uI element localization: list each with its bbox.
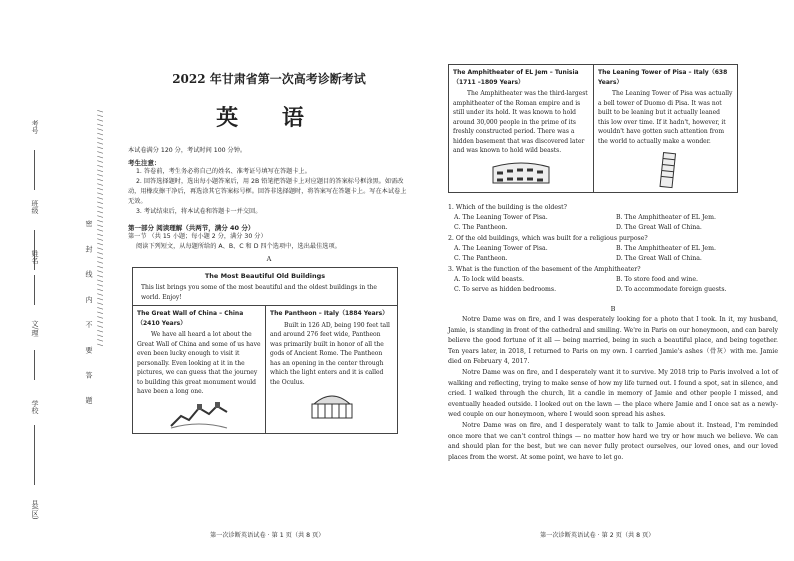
question-stem: 3. What is the function of the basement of the Amphitheater? bbox=[448, 266, 641, 273]
question-stem: 1. Which of the building is the oldest? bbox=[448, 204, 567, 211]
pisa-title: The Leaning Tower of Pisa – Italy（638 Years） bbox=[598, 69, 728, 86]
page-2 bbox=[448, 64, 778, 463]
binding-field-school: 学校 bbox=[31, 400, 39, 414]
pisa-text: The Leaning Tower of Pisa was actually a bell tower of Duomo di Pisa. It was not built to be leaning but it actually leaned this low over time. If it hadn't, however, it wouldn't have gotten such attention from the world to actually make a wonder. bbox=[598, 90, 733, 145]
binding-margin bbox=[0, 0, 120, 561]
part-heading: 第一部分 阅读理解（共两节，满分 40 分） bbox=[128, 224, 255, 232]
pantheon-text: Built in 126 AD, being 190 feet tall and around 276 feet wide, Pantheon was primarily built in honor of all the gods of Ancient Rome. The Pantheon has an opening in the center through which the light enters and it is called the Oculus. bbox=[270, 321, 390, 386]
page-2-footer: 第一次诊断英语试卷 · 第 2 页（共 8 页） bbox=[540, 532, 655, 539]
option-a[interactable]: A. The Leaning Tower of Pisa. bbox=[454, 214, 548, 221]
pantheon-title: The Pantheon – Italy（1884 Years） bbox=[270, 310, 389, 317]
section-label-a: A bbox=[266, 255, 272, 263]
passage-paragraph: Notre Dame was on fire, and I was desperately looking for a photo that I took. In it, my husband, Jamie, is standing in front of the cathedral and smiling. We're in Paris on our honeymoon, and can barely believe the good fortune of it all — being married, being in such a beautiful place, and being together. Ten years later, in 2018, I returned to Paris on my own. I carried Jamie's ashes（骨灰）with me. Jamie died on February 4, 2017. bbox=[448, 316, 778, 366]
notice-heading: 考生注意： bbox=[128, 159, 161, 167]
buildings-box bbox=[132, 267, 398, 434]
binding-field-county: 县(区) bbox=[31, 500, 39, 520]
amphitheater-column bbox=[449, 65, 593, 192]
great-wall-title: The Great Wall of China – China（2410 Years） bbox=[137, 310, 244, 327]
binding-field-exam-number: 考号 bbox=[31, 120, 39, 134]
amphitheater-title: The Amphitheater of EL Jem – Tunisia（1711 –1809 Years） bbox=[453, 69, 579, 86]
option-c[interactable]: C. To serve as hidden bedrooms. bbox=[454, 286, 557, 293]
binding-underline bbox=[34, 275, 35, 305]
binding-underline bbox=[34, 425, 35, 485]
pantheon-column bbox=[265, 306, 397, 433]
option-b[interactable]: B. The Amphitheater of EL Jem. bbox=[616, 245, 716, 252]
option-b[interactable]: B. The Amphitheater of EL Jem. bbox=[616, 214, 716, 221]
page-1 bbox=[128, 70, 410, 434]
box-title: The Most Beautiful Old Buildings bbox=[204, 272, 326, 280]
amphitheater-text: The Amphitheater was the third-largest amphitheater of the Roman empire and is still under its hold. It was known to hold around 30,000 people in the prime of its freshly constructed period. There was a hidden basement that was discovered later and was known to hold wild beasts. bbox=[453, 90, 588, 154]
option-c[interactable]: C. The Pantheon. bbox=[454, 224, 508, 231]
great-wall-sketch-icon bbox=[169, 400, 229, 430]
box-intro: This list brings you some of the most beautiful and the oldest buildings in the world. Enjoy! bbox=[141, 284, 377, 301]
option-b[interactable]: B. To store food and wine. bbox=[616, 276, 698, 283]
question-list bbox=[448, 203, 778, 295]
binding-field-name: 姓名 bbox=[31, 250, 39, 264]
binding-field-arts-science: 文/理 bbox=[31, 320, 39, 337]
option-a[interactable]: A. To lock wild beasts. bbox=[454, 276, 524, 283]
page-1-footer: 第一次诊断英语试卷 · 第 1 页（共 8 页） bbox=[210, 532, 325, 539]
amphitheater-sketch-icon bbox=[489, 159, 553, 185]
notice-item: 1. 答卷前，考生务必将自己的姓名、准考证号填写在答题卡上。 bbox=[136, 168, 311, 175]
exam-title: 2022 年甘肃省第一次高考诊断考试 bbox=[172, 72, 366, 86]
question-options bbox=[448, 213, 778, 233]
section-label-b: B bbox=[610, 305, 616, 313]
pisa-tower-sketch-icon bbox=[646, 149, 686, 189]
binding-underline bbox=[34, 150, 35, 190]
instruction: 阅读下列短文，从每题所给的 A、B、C 和 D 四个选项中，选出最佳选项。 bbox=[136, 243, 341, 250]
binding-underline bbox=[34, 350, 35, 380]
binding-field-class: 班级 bbox=[31, 200, 39, 214]
option-a[interactable]: A. The Leaning Tower of Pisa. bbox=[454, 245, 548, 252]
notice-item: 2. 回答选择题时，选出每小题答案后，用 2B 铅笔把答题卡上对应题目的答案标号框涂黑。如需改动，用橡皮擦干净后，再选涂其它答案标号框。回答非选择题时，将答案写在答题卡上。写在本试卷上无效。 bbox=[128, 178, 407, 205]
passage-paragraph: Notre Dame was on fire, and I desperately want it to survive. My 2018 trip to Paris involved a lot of walking and reflecting, trying to make sense of how my life turned out. I found a spot, sat in silence, and cried. I walked through the church, lit a candle in memory of Jamie and other people I missed, and eventually headed outside. I looked out on the lawn — the place where Jamie and I once sat as a newly-wed couple on our honeymoon, where I would soon spread his ashes. bbox=[448, 368, 778, 419]
passage-paragraph: Notre Dame was on fire, and I desperately want to talk to Jamie about it. Instead, I'm reminded once more that we can't control things — no matter how hard we try or how much we believe. We can and should plan for the best, but we can never fully protect ourselves, our loved ones, and our loved places from the worst. At some point, we have to let go. bbox=[448, 421, 778, 461]
pantheon-sketch-icon bbox=[302, 390, 362, 420]
question-options bbox=[448, 275, 778, 295]
exam-intro: 本试卷满分 120 分，考试时间 100 分钟。 bbox=[128, 147, 247, 154]
subject-title: 英 语 bbox=[216, 106, 322, 131]
option-d[interactable]: D. The Great Wall of China. bbox=[616, 224, 702, 231]
seal-dashed-line: / / / / / / / / / / / / / / / / / / / / / / / / / / / / / / / / / / / / / / / / / / / / / / / / / / / / bbox=[96, 110, 104, 347]
great-wall-column bbox=[133, 306, 265, 433]
notice-item: 3. 考试结束后，将本试卷和答题卡一并交回。 bbox=[136, 208, 262, 215]
option-d[interactable]: D. To accommodate foreign guests. bbox=[616, 286, 727, 293]
question-stem: 2. Of the old buildings, which was built for a religious purpose? bbox=[448, 235, 648, 242]
seal-line-text: 密 封 线 内 不 要 答 题 bbox=[85, 220, 93, 412]
question-options bbox=[448, 244, 778, 264]
option-d[interactable]: D. The Great Wall of China. bbox=[616, 255, 702, 262]
option-c[interactable]: C. The Pantheon. bbox=[454, 255, 508, 262]
section-line: 第一节 （共 15 小题；每小题 2 分，满分 30 分） bbox=[128, 233, 267, 240]
buildings-box-continued bbox=[448, 64, 738, 193]
pisa-column bbox=[593, 65, 737, 192]
great-wall-text: We have all heard a lot about the Great Wall of China and some of us have even been lucky enough to visit it personally. Even looking at it in the pictures, we can guess that the journey to building this great monument would have been a long one. bbox=[137, 331, 261, 395]
